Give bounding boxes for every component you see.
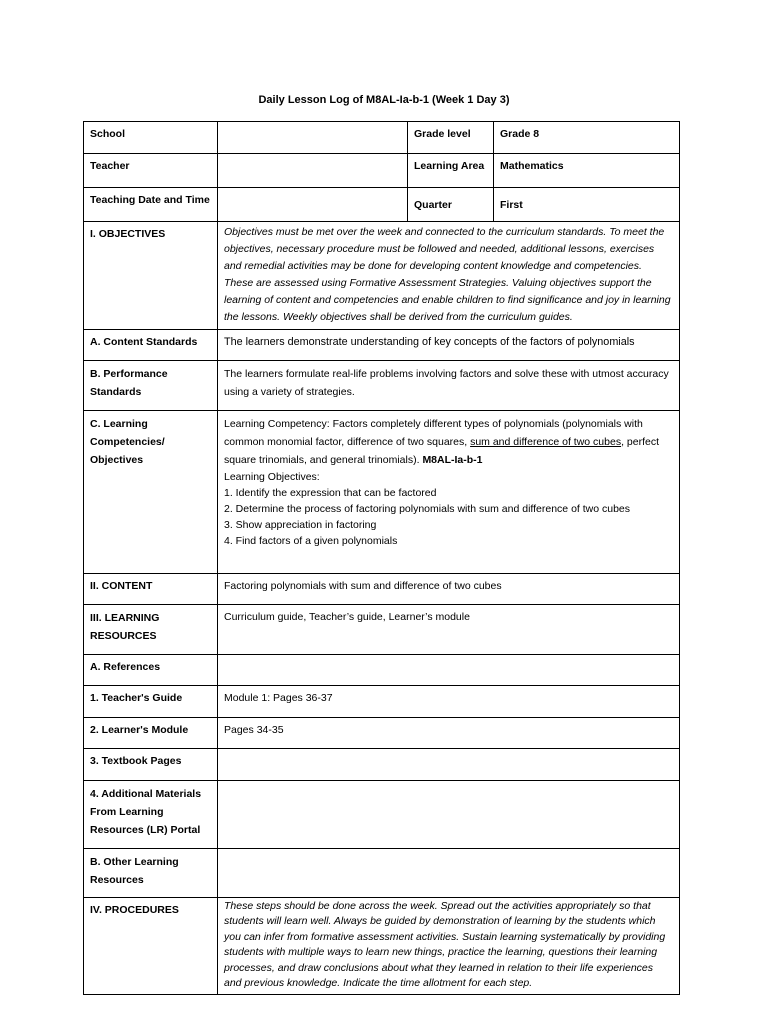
references-row [84,655,680,686]
performance-standards-label: B. Performance Standards [84,361,218,411]
grade-level-value: Grade 8 [494,122,680,154]
teacher-label: Teacher [84,154,218,188]
learners-module-label: 2. Learner's Module [84,718,218,749]
school-row [84,122,680,154]
learning-resources-row [84,605,680,655]
references-label: A. References [84,655,218,686]
textbook-pages-row [84,749,680,781]
other-resources-label: B. Other Learning Resources [84,849,218,898]
learners-module-row [84,718,680,749]
teaching-date-label: Teaching Date and Time [84,188,218,222]
school-label: School [84,122,218,154]
teachers-guide-value: Module 1: Pages 36-37 [218,686,680,718]
procedures-row [84,898,680,995]
procedures-note: These steps should be done across the week. Spread out the activities appropriately so that students will learn well. Always be guided by demonstration of learning by the students which you can infer from formative assessment activities. Sustain learning systematically by providing students with multiple ways to learn new things, practice the learning, questions their learning processes, and draw conclusions about what they learned in relation to their life experiences and previous knowledge. Indicate the time allotment for each step. [218,898,680,995]
references-value [218,655,680,686]
competency-pre: Learning Competency: Factors completely different types of polynomials (polynomials with common monomial factor, difference of two squares, [224,418,643,448]
page-title: Daily Lesson Log of M8AL-Ia-b-1 (Week 1 Day 3) [258,94,510,106]
performance-standards-row [84,361,680,411]
content-standards-value: The learners demonstrate understanding of key concepts of the factors of polynomials [218,330,680,361]
objective-item: 2. Determine the process of factoring polynomials with sum and difference of two cubes [224,503,631,515]
objectives-heading: Learning Objectives: [224,471,320,483]
teacher-row [84,154,680,188]
quarter-label: Quarter [408,188,494,222]
teaching-date-row [84,188,680,222]
competencies-cell [218,411,680,574]
additional-materials-value [218,781,680,849]
competency-text [224,415,673,469]
learners-module-value: Pages 34-35 [218,718,680,749]
teaching-date-value [218,188,408,222]
additional-materials-row [84,781,680,849]
other-resources-row [84,849,680,898]
competency-post: , perfect square trinomials, and general trinomials). [224,436,660,466]
other-resources-value [218,849,680,898]
competencies-row [84,411,680,574]
content-value: Factoring polynomials with sum and difference of two cubes [218,574,680,605]
objectives-label: I. OBJECTIVES [84,222,218,330]
learning-area-label: Learning Area [408,154,494,188]
content-standards-row [84,330,680,361]
performance-standards-value: The learners formulate real-life problems involving factors and solve these with utmost accuracy using a variety of strategies. [218,361,680,411]
content-row [84,574,680,605]
school-value [218,122,408,154]
competencies-label: C. Learning Competencies/ Objectives [84,411,218,574]
additional-materials-label: 4. Additional Materials From Learning Resources (LR) Portal [84,781,218,849]
objectives-row [84,222,680,330]
procedures-label: IV. PROCEDURES [84,898,218,995]
objective-item: 4. Find factors of a given polynomials [224,535,398,547]
grade-level-label: Grade level [408,122,494,154]
objective-item: 1. Identify the expression that can be factored [224,487,437,499]
learning-area-value: Mathematics [494,154,680,188]
learning-resources-value: Curriculum guide, Teacher’s guide, Learner’s module [218,605,680,655]
textbook-pages-label: 3. Textbook Pages [84,749,218,781]
teachers-guide-row [84,686,680,718]
textbook-pages-value [218,749,680,781]
content-standards-label: A. Content Standards [84,330,218,361]
teachers-guide-label: 1. Teacher's Guide [84,686,218,718]
quarter-value: First [494,188,680,222]
content-label: II. CONTENT [84,574,218,605]
objectives-note: Objectives must be met over the week and connected to the curriculum standards. To meet the objectives, necessary procedure must be followed and needed, additional lessons, exercises and remedial activities may be done for developing content knowledge and competencies. These are assessed using Formative Assessment Strategies. Valuing objectives support the learning of content and competencies and enable children to find significance and joy in learning the lessons. Weekly objectives shall be derived from the curriculum guides. [218,222,680,330]
teacher-value [218,154,408,188]
competency-underlined: sum and difference of two cubes [470,436,622,448]
objective-item: 3. Show appreciation in factoring [224,519,377,531]
competency-code: M8AL-Ia-b-1 [422,454,483,466]
learning-resources-label: III. LEARNING RESOURCES [84,605,218,655]
lesson-log-table [83,121,680,995]
